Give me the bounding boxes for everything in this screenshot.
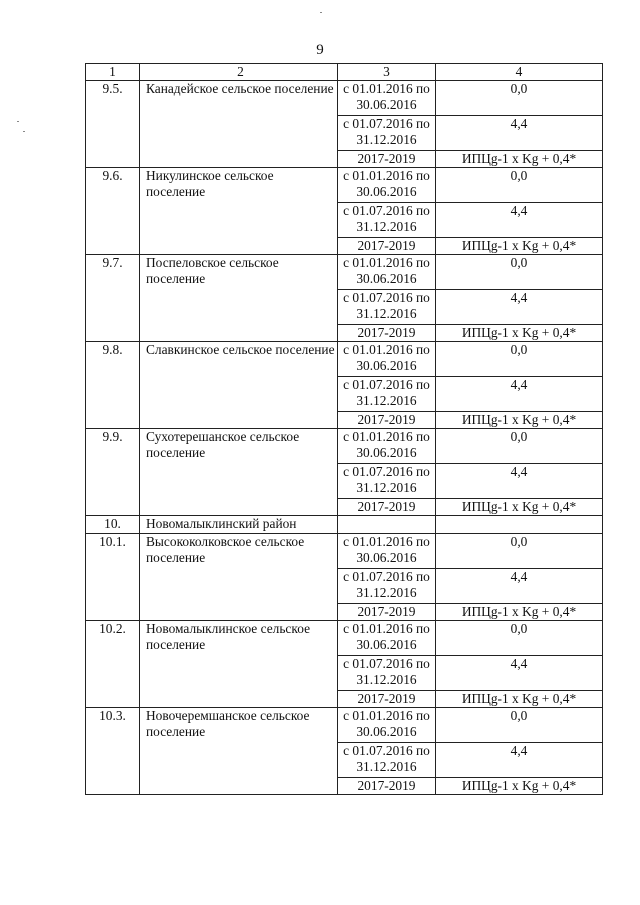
table-row (86, 534, 603, 569)
scan-speck (320, 12, 322, 13)
settlement-name: Канадейское сельское поселение (140, 81, 338, 168)
value-cell: 4,4 (436, 656, 603, 691)
row-number: 9.9. (86, 429, 140, 516)
value-cell: 4,4 (436, 743, 603, 778)
table-row (86, 708, 603, 743)
value-cell: 0,0 (436, 342, 603, 377)
period-cell: 2017-2019 (338, 691, 436, 708)
period-cell: с 01.01.2016 по 30.06.2016 (338, 342, 436, 377)
period-cell: с 01.01.2016 по 30.06.2016 (338, 81, 436, 116)
period-cell: 2017-2019 (338, 604, 436, 621)
value-cell: 0,0 (436, 621, 603, 656)
table-row (86, 255, 603, 290)
period-cell: 2017-2019 (338, 499, 436, 516)
value-cell: ИПЦg-1 х Kg + 0,4* (436, 604, 603, 621)
row-number: 10.3. (86, 708, 140, 795)
value-cell: ИПЦg-1 х Kg + 0,4* (436, 412, 603, 429)
scan-speck (23, 131, 25, 132)
settlement-name: Высококолковское сельское поселение (140, 534, 338, 621)
header-col-1: 1 (86, 64, 140, 81)
period-cell: 2017-2019 (338, 412, 436, 429)
scan-speck (17, 121, 19, 122)
tariff-table (85, 63, 603, 795)
table-row (86, 81, 603, 116)
period-cell: с 01.07.2016 по 31.12.2016 (338, 464, 436, 499)
value-cell: 4,4 (436, 569, 603, 604)
row-number: 9.7. (86, 255, 140, 342)
period-cell: с 01.01.2016 по 30.06.2016 (338, 708, 436, 743)
table-row (86, 621, 603, 656)
value-cell: ИПЦg-1 х Kg + 0,4* (436, 778, 603, 795)
value-cell: 0,0 (436, 255, 603, 290)
table-row (86, 342, 603, 377)
value-cell: 4,4 (436, 203, 603, 238)
period-cell: с 01.01.2016 по 30.06.2016 (338, 255, 436, 290)
value-cell: 0,0 (436, 534, 603, 569)
header-col-2: 2 (140, 64, 338, 81)
row-number: 9.5. (86, 81, 140, 168)
period-cell: с 01.07.2016 по 31.12.2016 (338, 569, 436, 604)
period-cell: с 01.01.2016 по 30.06.2016 (338, 534, 436, 569)
period-cell: с 01.01.2016 по 30.06.2016 (338, 429, 436, 464)
value-cell: 0,0 (436, 168, 603, 203)
value-cell: 0,0 (436, 429, 603, 464)
period-cell: с 01.01.2016 по 30.06.2016 (338, 621, 436, 656)
value-cell: 0,0 (436, 708, 603, 743)
settlement-name: Новочеремшанское сельское поселение (140, 708, 338, 795)
period-cell: с 01.07.2016 по 31.12.2016 (338, 203, 436, 238)
value-cell (436, 516, 603, 534)
table-row (86, 168, 603, 203)
value-cell: ИПЦg-1 х Kg + 0,4* (436, 691, 603, 708)
value-cell: ИПЦg-1 х Kg + 0,4* (436, 151, 603, 168)
header-row (86, 64, 603, 81)
period-cell: 2017-2019 (338, 778, 436, 795)
value-cell: ИПЦg-1 х Kg + 0,4* (436, 325, 603, 342)
settlement-name: Никулинское сельское поселение (140, 168, 338, 255)
value-cell: 4,4 (436, 116, 603, 151)
header-col-3: 3 (338, 64, 436, 81)
period-cell (338, 516, 436, 534)
value-cell: 4,4 (436, 464, 603, 499)
period-cell: с 01.01.2016 по 30.06.2016 (338, 168, 436, 203)
row-number: 10.2. (86, 621, 140, 708)
period-cell: с 01.07.2016 по 31.12.2016 (338, 377, 436, 412)
period-cell: 2017-2019 (338, 325, 436, 342)
row-number: 10.1. (86, 534, 140, 621)
settlement-name: Новомалыклинское сельское поселение (140, 621, 338, 708)
value-cell: 4,4 (436, 290, 603, 325)
period-cell: с 01.07.2016 по 31.12.2016 (338, 656, 436, 691)
period-cell: 2017-2019 (338, 238, 436, 255)
period-cell: с 01.07.2016 по 31.12.2016 (338, 743, 436, 778)
settlement-name: Сухотерешанское сельское поселение (140, 429, 338, 516)
value-cell: 4,4 (436, 377, 603, 412)
tariff-table-body (86, 64, 603, 795)
row-number: 9.6. (86, 168, 140, 255)
row-number: 10. (86, 516, 140, 534)
value-cell: 0,0 (436, 81, 603, 116)
district-name: Новомалыклинский район (140, 516, 338, 534)
period-cell: с 01.07.2016 по 31.12.2016 (338, 116, 436, 151)
settlement-name: Поспеловское сельское поселение (140, 255, 338, 342)
value-cell: ИПЦg-1 х Kg + 0,4* (436, 499, 603, 516)
period-cell: 2017-2019 (338, 151, 436, 168)
header-col-4: 4 (436, 64, 603, 81)
page-number: 9 (316, 42, 324, 58)
period-cell: с 01.07.2016 по 31.12.2016 (338, 290, 436, 325)
row-number: 9.8. (86, 342, 140, 429)
table-row (86, 429, 603, 464)
settlement-name: Славкинское сельское поселение (140, 342, 338, 429)
value-cell: ИПЦg-1 х Kg + 0,4* (436, 238, 603, 255)
district-row (86, 516, 603, 534)
